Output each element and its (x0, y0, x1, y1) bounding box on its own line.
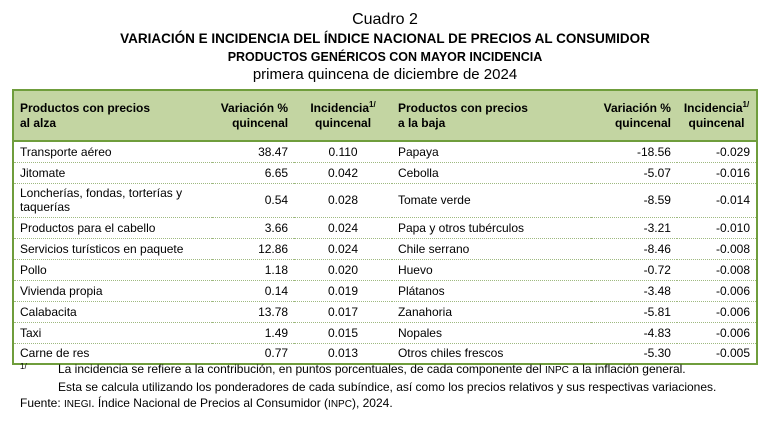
incidence-table (12, 89, 758, 365)
table-row (13, 183, 757, 217)
up-incidence: 0.017 (294, 301, 392, 322)
header-up-variation: Variación % quincenal (212, 90, 294, 141)
table-title-block (0, 10, 770, 84)
header-up-incidence: Incidencia$^{1/}$ quincenal (294, 90, 392, 141)
footnote-mark: 1/ (20, 362, 27, 371)
up-variation: 1.49 (212, 322, 294, 343)
down-product-name: Cebolla (392, 162, 591, 183)
up-incidence: 0.024 (294, 238, 392, 259)
down-product-name: Tomate verde (392, 183, 591, 217)
up-product-name: Loncherías, fondas, torterías y taquerías (13, 183, 212, 217)
down-product-name: Plátanos (392, 280, 591, 301)
down-incidence: -0.005 (715, 346, 750, 361)
down-variation: -5.81 (591, 301, 677, 322)
down-incidence: -0.014 (677, 183, 757, 217)
table-row (13, 280, 757, 301)
footnote-text: La incidencia se refiere a la contribución, en puntos porcentuales, de cada componente del INPC a la inflación general. Esta se calcula utilizando los ponderadores de cada subíndice, así como los precios relativos y sus respectivas variaciones. (58, 362, 717, 394)
header-down-products: Productos con precios a la baja (392, 90, 591, 141)
down-incidence: -0.006 (677, 301, 757, 322)
table-header-row (13, 90, 757, 141)
up-product-name: Vivienda propia (13, 280, 212, 301)
up-variation: 6.65 (212, 162, 294, 183)
table-period: primera quincena de diciembre de 2024 (252, 66, 518, 83)
up-variation: 0.54 (212, 183, 294, 217)
table-notes (12, 361, 762, 413)
down-product-name: Papaya (392, 141, 591, 162)
table-row (13, 141, 757, 162)
down-incidence: -0.008 (677, 238, 757, 259)
up-product-name: Pollo (13, 259, 212, 280)
down-variation: -18.56 (591, 141, 677, 162)
up-incidence: 0.019 (294, 280, 392, 301)
table-main-title: VARIACIÓN E INCIDENCIA DEL ÍNDICE NACIONAL DE PRECIOS AL CONSUMIDOR (120, 31, 650, 46)
up-product-name: Taxi (13, 322, 212, 343)
down-product-name: Zanahoria (392, 301, 591, 322)
down-product-name: Otros chiles frescos (397, 346, 504, 361)
down-variation: -4.83 (591, 322, 677, 343)
down-variation: -5.07 (591, 162, 677, 183)
down-variation: -8.46 (591, 238, 677, 259)
down-variation: -3.21 (591, 217, 677, 238)
up-incidence: 0.024 (294, 217, 392, 238)
down-variation: -8.59 (591, 183, 677, 217)
up-incidence: 0.042 (294, 162, 392, 183)
down-incidence: -0.006 (677, 322, 757, 343)
down-product-name: Huevo (392, 259, 591, 280)
down-variation: -3.48 (591, 280, 677, 301)
down-product-name: Nopales (392, 322, 591, 343)
header-down-incidence: Incidencia$^{1/}$ quincenal (677, 90, 757, 141)
table-row (13, 217, 757, 238)
up-incidence: 0.110 (294, 141, 392, 162)
up-incidence: 0.015 (294, 322, 392, 343)
table-row (13, 238, 757, 259)
down-product-name: Papa y otros tubérculos (392, 217, 591, 238)
up-incidence: 0.028 (294, 183, 392, 217)
up-variation: 0.14 (212, 280, 294, 301)
up-product-name: Calabacita (13, 301, 212, 322)
down-variation: -0.72 (591, 259, 677, 280)
footnote (12, 361, 762, 395)
down-incidence: -0.006 (677, 280, 757, 301)
table-row (13, 301, 757, 322)
up-product-name: Carne de res (20, 346, 90, 361)
down-incidence: -0.016 (677, 162, 757, 183)
down-product-name: Chile serrano (392, 238, 591, 259)
header-up-products: Productos con precios al alza (13, 90, 212, 141)
table-row (13, 322, 757, 343)
up-product-name: Transporte aéreo (13, 141, 212, 162)
source-note: Fuente: INEGI. Índice Nacional de Precios al Consumidor (INPC), 2024. (20, 396, 393, 410)
up-variation: 13.78 (212, 301, 294, 322)
down-incidence: -0.029 (677, 141, 757, 162)
down-incidence: -0.008 (677, 259, 757, 280)
up-variation: 0.77 (264, 346, 289, 361)
down-incidence: -0.010 (677, 217, 757, 238)
down-variation: -5.30 (643, 346, 671, 361)
header-down-variation: Variación % quincenal (591, 90, 677, 141)
up-incidence: 0.013 (328, 346, 359, 361)
table-row (13, 162, 757, 183)
up-variation: 1.18 (212, 259, 294, 280)
table-number: Cuadro 2 (352, 11, 418, 28)
up-product-name: Servicios turísticos en paquete (13, 238, 212, 259)
table-subtitle: PRODUCTOS GENÉRICOS CON MAYOR INCIDENCIA (227, 50, 543, 64)
up-variation: 38.47 (212, 141, 294, 162)
up-variation: 3.66 (212, 217, 294, 238)
up-product-name: Jitomate (13, 162, 212, 183)
up-variation: 12.86 (212, 238, 294, 259)
up-incidence: 0.020 (294, 259, 392, 280)
up-product-name: Productos para el cabello (13, 217, 212, 238)
table-row (13, 259, 757, 280)
